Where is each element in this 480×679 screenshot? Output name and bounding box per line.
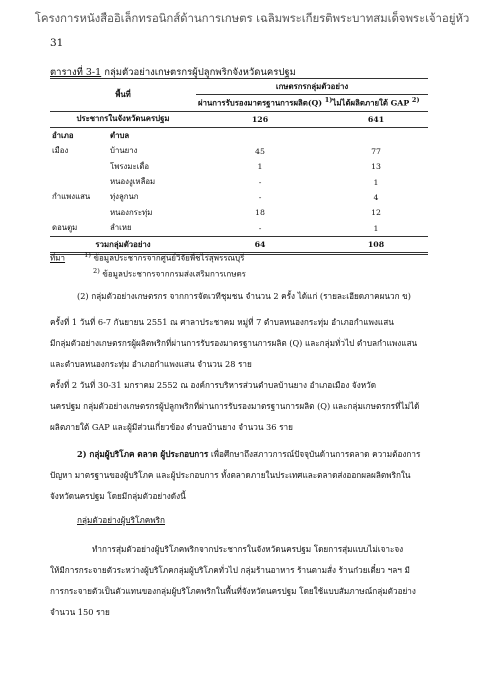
header-col2-label: ไม่ได้ผลิตภายใต้ GAP bbox=[332, 98, 410, 108]
table-row bbox=[50, 159, 428, 174]
cell-col1: 1 bbox=[257, 162, 263, 172]
cell-district bbox=[50, 174, 108, 189]
total-col2: 108 bbox=[324, 236, 428, 253]
cell-col1: 45 bbox=[255, 146, 265, 156]
cell-subdistrict: โพรงมะเดื่อ bbox=[110, 161, 150, 171]
header-group: เกษตรกรกลุ่มตัวอย่าง bbox=[196, 79, 428, 95]
paragraph-3-line-1: ครั้งที่ 2 วันที่ 30-31 มกราคม 2552 ณ องค์การบริหารส่วนตำบลบ้านยาง อำเภอเมือง จังหวัด bbox=[50, 380, 377, 390]
total-col1: 64 bbox=[196, 236, 324, 253]
paragraph-2-line-3: และตำบลหนองกระทุ่ม อำเภอกำแพงแสน จำนวน 28 ราย bbox=[50, 359, 252, 369]
note2-sup: 2) bbox=[93, 267, 100, 275]
subheader-subdistrict: ตำบล bbox=[108, 128, 196, 144]
cell-subdistrict: บ้านยาง bbox=[110, 146, 138, 156]
cell-subdistrict: ทุ่งลูกนก bbox=[110, 192, 139, 202]
cell-col2: 77 bbox=[371, 146, 381, 156]
cell-col2: 1 bbox=[373, 177, 379, 187]
running-title: โครงการหนังสืออิเล็กทรอนิกส์ด้านการเกษตร เฉลิมพระเกียรติพระบาทสมเด็จพระเจ้าอยู่หัว bbox=[34, 11, 470, 25]
source-note-1 bbox=[50, 251, 244, 265]
paragraph-4-line-1 bbox=[77, 444, 420, 465]
table-caption-text: กลุ่มตัวอย่างเกษตรกรผู้ปลูกพริกจังหวัดนครปฐม bbox=[104, 67, 296, 78]
table-row bbox=[50, 221, 428, 237]
cell-district: เมือง bbox=[52, 146, 69, 156]
paragraph-4-line-3: จังหวัดนครปฐม โดยมีกลุ่มตัวอย่างดังนี้ bbox=[50, 491, 186, 501]
total-label: รวมกลุ่มตัวอย่าง bbox=[50, 236, 196, 253]
cell-col2: 1 bbox=[373, 223, 379, 233]
note2-text: ข้อมูลประชากรจากกรมส่งเสริมการเกษตร bbox=[102, 269, 246, 279]
page-number: 31 bbox=[50, 37, 64, 49]
cell-col2: 12 bbox=[371, 208, 381, 218]
cell-district bbox=[50, 159, 108, 174]
header-col2-sup: 2) bbox=[411, 96, 420, 105]
paragraph-5-line-2: ให้มีการกระจายตัวระหว่างผู้บริโภคกลุ่มผู้บริโภคทั่วไป กลุ่มร้านอาหาร ร้านตามสั่ง ร้านก๋วยเตี๋ยว ฯลฯ มี bbox=[50, 565, 410, 575]
cell-col1: - bbox=[258, 192, 262, 202]
cell-col2: 4 bbox=[373, 192, 379, 202]
population-col2: 641 bbox=[324, 111, 428, 127]
header-area: พื้นที่ bbox=[50, 79, 196, 112]
header-col1 bbox=[196, 95, 333, 111]
table-caption-label: ตารางที่ 3-1 bbox=[50, 67, 102, 78]
cell-col1: 18 bbox=[255, 208, 265, 218]
paragraph-5-line-4: จำนวน 150 ราย bbox=[50, 607, 110, 617]
paragraph-5-line-1: ทำการสุ่มตัวอย่างผู้บริโภคพริกจากประชากรในจังหวัดนครปฐม โดยการสุ่มแบบไม่เจาะจง bbox=[92, 544, 404, 554]
cell-district: ดอนตูม bbox=[52, 223, 78, 233]
population-label: ประชากรในจังหวัดนครปฐม bbox=[50, 111, 196, 127]
cell-col1: - bbox=[258, 223, 262, 233]
sample-table bbox=[50, 78, 428, 255]
paragraph-5-line-3: การกระจายตัวเป็นตัวแทนของกลุ่มผู้บริโภคพริกในพื้นที่จังหวัดนครปฐม โดยใช้แบบสัมภาษณ์กลุ่มตัวอย่าง bbox=[50, 586, 416, 596]
cell-subdistrict: ลำเหย bbox=[110, 223, 132, 233]
table-row bbox=[50, 190, 428, 205]
note1-text: ข้อมูลประชากรจากศูนย์วิจัยพืชไร่สุพรรณบุรี bbox=[93, 253, 245, 263]
table-row bbox=[50, 205, 428, 220]
table-row bbox=[50, 144, 428, 159]
subheader-district: อำเภอ bbox=[50, 128, 108, 144]
paragraph-1: (2) กลุ่มตัวอย่างเกษตรกร จากการจัดเวทีชุมชน จำนวน 2 ครั้ง ได้แก่ (รายละเอียดภาคผนวก ข) bbox=[77, 291, 411, 301]
header-col2 bbox=[324, 95, 428, 111]
header-col1-sup: 1) bbox=[324, 96, 333, 105]
cell-district: กำแพงแสน bbox=[52, 192, 91, 202]
paragraph-2-line-1: ครั้งที่ 1 วันที่ 6-7 กันยายน 2551 ณ ศาลาประชาคม หมู่ที่ 7 ตำบลหนองกระทุ่ม อำเภอกำแพงแสน bbox=[50, 317, 394, 327]
paragraph-3-line-3: ผลิตภายใต้ GAP และผู้มีส่วนเกี่ยวข้อง ตำบลบ้านยาง จำนวน 36 ราย bbox=[50, 422, 293, 432]
cell-col1: - bbox=[258, 177, 262, 187]
table-row bbox=[50, 174, 428, 189]
note1-sup: 1) bbox=[84, 251, 91, 259]
population-col1: 126 bbox=[196, 111, 324, 127]
consumer-sample-heading: กลุ่มตัวอย่างผู้บริโภคพริก bbox=[77, 515, 166, 525]
cell-subdistrict: หนองงูเหลือม bbox=[110, 177, 156, 187]
header-col1-label: ผ่านการรับรองมาตรฐานการผลิต(Q) bbox=[198, 98, 323, 108]
paragraph-4-line-2: ปัญหา มาตรฐานของผู้บริโภค และผู้ประกอบการ ทั้งตลาดภายในประเทศและตลาดส่งออกผลผลิตพริกใน bbox=[50, 470, 411, 480]
paragraph-3-line-2: นครปฐม กลุ่มตัวอย่างเกษตรกรผู้ปลูกพริกที่ผ่านการรับรองมาตรฐานการผลิต (Q) และกลุ่มเกษตรกรที่ไม่ได้ bbox=[50, 401, 420, 411]
cell-subdistrict: หนองกระทุ่ม bbox=[110, 207, 153, 217]
source-label: ที่มา bbox=[50, 253, 66, 263]
paragraph-4-line-1-text: เพื่อศึกษาถึงสภาวการณ์ปัจจุบันด้านการตลาด ความต้องการ bbox=[208, 449, 421, 459]
section-2-heading: 2) กลุ่มผู้บริโภค ตลาด ผู้ประกอบการ bbox=[77, 449, 209, 459]
paragraph-2-line-2: มีกลุ่มตัวอย่างเกษตรกรผู้ผลิตพริกที่ผ่านการรับรองมาตรฐานการผลิต (Q) และกลุ่มทั่วไป ตำบลกำแพงแสน bbox=[50, 338, 418, 348]
source-note-2 bbox=[93, 267, 246, 281]
cell-district bbox=[50, 205, 108, 220]
cell-col2: 13 bbox=[371, 162, 381, 172]
